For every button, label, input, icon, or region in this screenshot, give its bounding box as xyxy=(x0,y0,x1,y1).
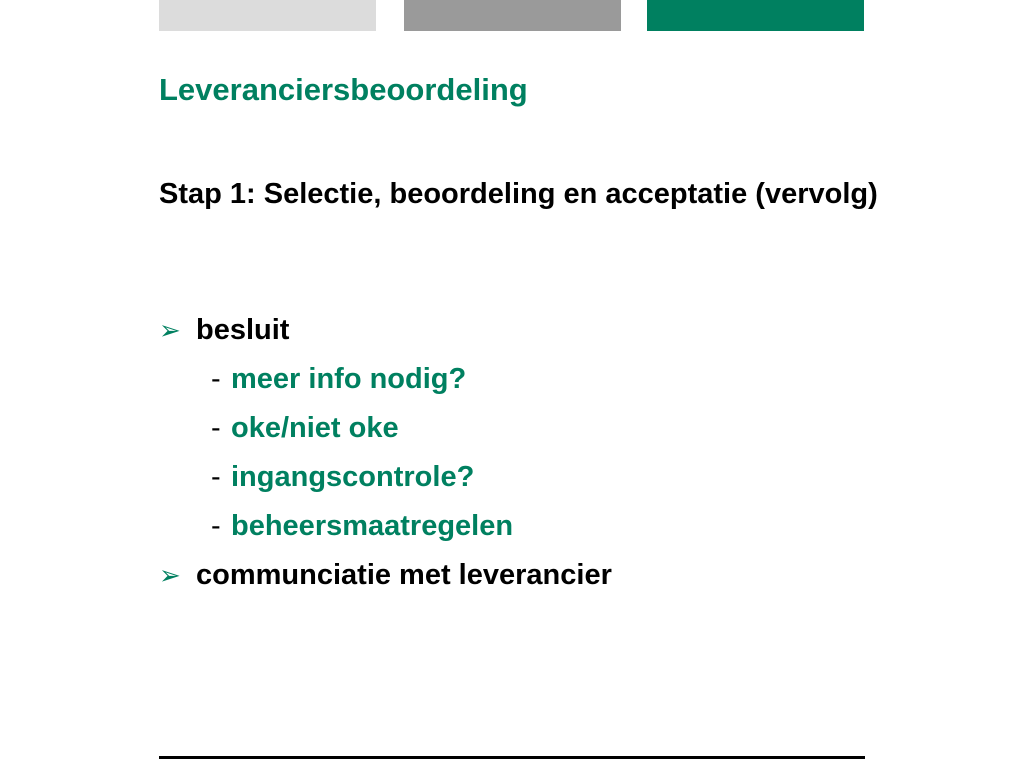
footer-divider xyxy=(159,756,865,759)
header-bar-light-gray xyxy=(159,0,376,31)
arrow-bullet-icon: ➢ xyxy=(159,315,181,345)
bullet-label: communciatie met leverancier xyxy=(196,559,612,591)
slide-title: Leveranciersbeoordeling xyxy=(159,72,528,107)
dash-marker: - xyxy=(211,363,221,395)
header-bar-mid-gray xyxy=(404,0,621,31)
sub-item xyxy=(159,355,879,404)
sub-item-label: ingangscontrole? xyxy=(231,461,475,493)
header-bar-green xyxy=(647,0,864,31)
dash-marker: - xyxy=(211,412,221,444)
bullet-label: besluit xyxy=(196,314,290,346)
bullet-list xyxy=(159,306,879,600)
sub-item xyxy=(159,453,879,502)
sub-item-label: oke/niet oke xyxy=(231,412,399,444)
sub-item xyxy=(159,404,879,453)
sub-item-label: meer info nodig? xyxy=(231,363,467,395)
sub-item-label: beheersmaatregelen xyxy=(231,510,514,542)
sub-item xyxy=(159,502,879,551)
dash-marker: - xyxy=(211,461,221,493)
arrow-bullet-icon: ➢ xyxy=(159,560,181,590)
bullet-item xyxy=(159,551,879,600)
dash-marker: - xyxy=(211,510,221,542)
slide-subtitle: Stap 1: Selectie, beoordeling en acceptatie (vervolg) xyxy=(159,178,878,210)
bullet-item xyxy=(159,306,879,355)
